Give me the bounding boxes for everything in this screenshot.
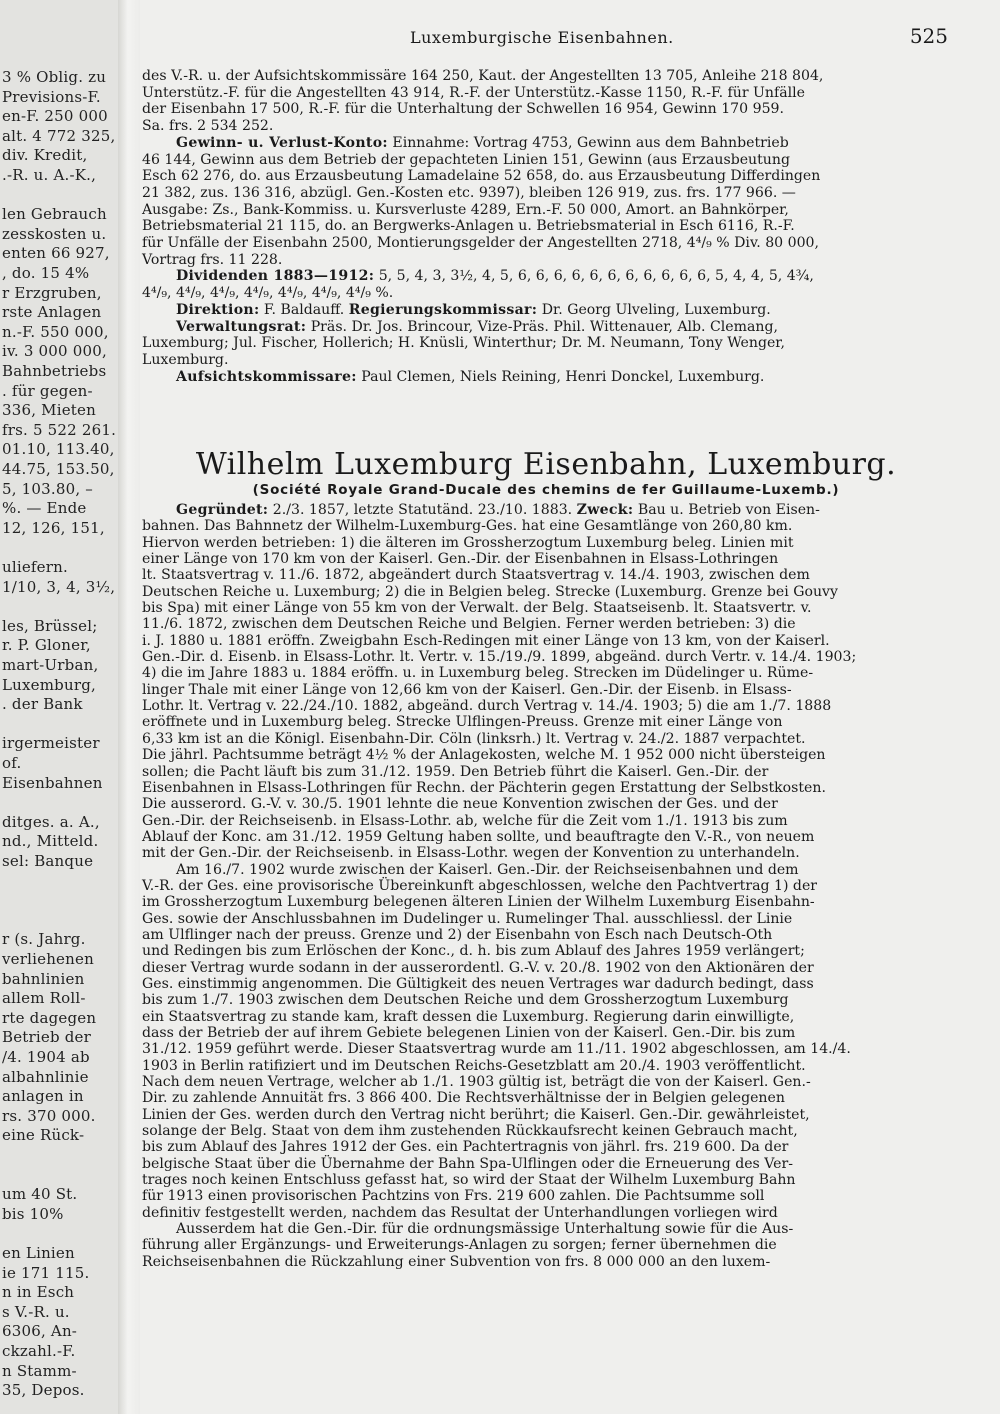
board-label: Verwaltungsrat: <box>176 318 307 335</box>
fragment-line: anlagen in <box>2 1087 84 1106</box>
fragment-line: 35, Depos. <box>2 1381 85 1400</box>
fragment-line: n in Esch <box>2 1283 75 1302</box>
fragment-line: Betrieb der <box>2 1028 91 1047</box>
board-paragraph <box>142 319 948 369</box>
purpose-label: Zweck: <box>576 502 634 518</box>
fragment-line: 5, 103.80, – <box>2 479 94 498</box>
fragment-line: r Erzgruben, <box>2 283 102 302</box>
profit-loss-paragraph <box>142 135 948 269</box>
fragment-line: irgermeister <box>2 734 100 753</box>
fragment-line: s V.-R. u. <box>2 1302 70 1321</box>
fragment-line: en Linien <box>2 1244 75 1262</box>
fragment-line: rste Anlagen <box>2 303 102 322</box>
fragment-line: . der Bank <box>2 695 83 714</box>
fragment-line: albahnlinie <box>2 1067 89 1086</box>
document-page <box>140 0 1000 1414</box>
dividends-label: Dividenden 1883—1912: <box>176 268 375 285</box>
fragment-line: Previsions-F. <box>2 87 101 106</box>
fragment-line: , do. 15 4% <box>2 264 90 282</box>
auditors-paragraph <box>142 369 948 386</box>
direction-text: F. Baldauff. <box>259 301 349 318</box>
direction-label: Direktion: <box>176 301 260 318</box>
running-title: Luxemburgische Eisenbahnen. <box>410 28 674 47</box>
fragment-line: 44.75, 153.50, <box>2 460 115 478</box>
balance-continuation: des V.-R. u. der Aufsichtskommissäre 164 250, Kaut. der Angestellten 13 705, Anleihe 218 804, Unterstütz.-F. für die Angestellten 43 914, R.-F. der Unterstütz.-Kasse 1150, R.-F. für Unfälle der Eisenbahn 17 500, R.-F. für die Unterhaltung der Schwellen 16 954, Gewinn 170 959. Sa. frs. 2 534 252. <box>142 68 824 135</box>
direction-paragraph <box>142 302 948 319</box>
adjacent-page-fragment <box>0 0 118 1414</box>
fragment-line: iv. 3 000 000, <box>2 342 107 361</box>
fragment-line: zesskosten u. <box>2 224 107 243</box>
board-text: Präs. Dr. Jos. Brincour, Vize-Präs. Phil. Wittenauer, Alb. Clemang, Luxemburg; Jul. Fischer, Hollerich; H. Knüsli, Winterthur; Dr. M. Neumann, Tony Wenger, Luxemburg. <box>142 318 785 368</box>
fragment-line: ditges. a. A., <box>2 812 100 831</box>
fragment-line: %. — Ende <box>2 499 87 518</box>
fragment-line: 336, Mieten <box>2 401 96 420</box>
fragment-line: of. <box>2 754 22 772</box>
fragment-line: r (s. Jahrg. <box>2 930 86 949</box>
commissioner-label: Regierungskommissar: <box>348 301 538 318</box>
founded-text: 2./3. 1857, letzte Statutänd. 23./10. 1883. <box>268 502 577 518</box>
book-gutter <box>118 0 140 1414</box>
fragment-line: rs. 370 000. <box>2 1106 96 1125</box>
fragment-line: 6306, An- <box>2 1322 78 1341</box>
fragment-line: . für gegen- <box>2 381 93 400</box>
purpose-text: Bau u. Betrieb von Eisen- bahnen. Das Bahnnetz der Wilhelm-Luxemburg-Ges. hat eine Gesamtlänge von 260,80 km. Hiervon werden betrieben: 1) die älteren im Grossherzogtum Luxemburg beleg. Linien mit einer Länge von 170 km von der Kaiserl. Gen.-Dir. der Eisenbahnen in Elsass-Lothringen lt. Staatsvertrag v. 11./6. 1872, abgeändert durch Staatsvertrag v. 14./4. 1903, zwischen dem Deutschen Reiche u. Luxemburg; 2) die in Belgien beleg. Strecke (Luxemburg. Grenze bei Gouvy bis Spa) mit einer Länge von 55 km von der Verwalt. der Belg. Staatseisenb. lt. Staatsvertr. v. 11./6. 1872, zwischen dem Deutschen Reiche und Belgien. Ferner werden betrieben: 3) die i. J. 1880 u. 1881 eröffn. Zweigbahn Esch-Redingen mit einer Länge von 13 km, von der Kaiserl. Gen.-Dir. d. Eisenb. in Elsass-Lothr. lt. Vertr. v. 15./19./9. 1899, abgeänd. durch Vertr. v. 14./4. 1903; 4) die im Jahre 1883 u. 1884 eröffn. u. in Luxemburg beleg. Strecken im Düdelinger u. Rüme- linger Thale mit einer Länge von 12,66 km von der Kaiserl. Gen.-Dir. der Eisenb. in Elsass- Lothr. lt. Vertrag v. 22./24./10. 1882, abgeänd. durch Vertrag v. 14./4. 1903; 5) die am 1./7. 1888 eröffnete und in Luxemburg beleg. Strecke Ulflingen-Preuss. Grenze mit einer Länge von 6,33 km ist an die Königl. Eisenbahn-Dir. Cöln (linksrh.) lt. Vertrag v. 24./2. 1887 verpachtet. Die jährl. Pachtsumme beträgt 4½ % der Anlagekosten, welche M. 1 952 000 nicht übersteigen sollen; die Pacht läuft bis zum 31./12. 1959. Den Betrieb führt die Kaiserl. Gen.-Dir. der Eisenbahnen in Elsass-Lothringen für Rechn. der Pächterin gegen Erstattung der Selbstkosten. Die ausserord. G.-V. v. 30./5. 1901 lehnte die neue Konvention zwischen der Ges. und der Gen.-Dir. der Reichseisenb. in Elsass-Lothr. ab, welche für die Zeit vom 1./1. 1913 bis zum Ablauf der Konc. am 31./12. 1959 Geltung haben sollte, und beauftragte den V.-R., von neuem mit der Gen.-Dir. der Reichseisenb. in Elsass-Lothr. wegen der Konvention zu unterhandeln. <box>142 502 857 862</box>
fragment-line: les, Brüssel; <box>2 616 98 635</box>
fragment-line: len Gebrauch <box>2 205 107 224</box>
fragment-line: frs. 5 522 261. <box>2 420 117 439</box>
fragment-line: /4. 1904 ab <box>2 1048 90 1066</box>
dividends-text: 5, 5, 4, 3, 3½, 4, 5, 6, 6, 6, 6, 6, 6, 6, 6, 6, 6, 6, 5, 4, 4, 5, 4¾, 4⁴/₉, 4⁴/₉, 4⁴/₉, 4⁴/₉, 4⁴/₉, 4⁴/₉, 4⁴/₉ %. <box>142 268 814 302</box>
fragment-line: n Stamm- <box>2 1361 77 1380</box>
section-subtitle: (Société Royale Grand-Ducale des chemins de fer Guillaume-Luxemb.) <box>252 482 840 498</box>
fragment-line: alt. 4 772 325, <box>2 126 116 145</box>
dividends-paragraph <box>142 268 948 301</box>
fragment-line: 1/10, 3, 4, 3½, <box>2 577 116 596</box>
fragment-line: ckzahl.-F. <box>2 1342 76 1360</box>
fragment-line: 01.10, 113.40, <box>2 440 115 459</box>
fragment-line: .-R. u. A.-K., <box>2 166 97 184</box>
commissioner-text: Dr. Georg Ulveling, Luxemburg. <box>537 301 771 318</box>
fragment-line: bahnlinien <box>2 969 85 988</box>
top-section <box>142 68 948 385</box>
fragment-line: r. P. Gloner, <box>2 636 91 655</box>
fragment-line: en-F. 250 000 <box>2 107 108 126</box>
fragment-line: verliehenen <box>2 950 94 968</box>
fragment-line: ie 171 115. <box>2 1263 90 1282</box>
fragment-line: mart-Urban, <box>2 656 99 674</box>
fragment-line: allem Roll- <box>2 989 86 1008</box>
profit-loss-label: Gewinn- u. Verlust-Konto: <box>176 134 388 151</box>
fragment-line: enten 66 927, <box>2 244 110 263</box>
fragment-line: bis 10% <box>2 1204 64 1223</box>
fragment-line: rte dagegen <box>2 1008 97 1027</box>
fragment-line: Luxemburg, <box>2 675 96 694</box>
company-body <box>142 502 948 1270</box>
auditors-label: Aufsichtskommissare: <box>176 368 357 385</box>
fragment-line: Bahnbetriebs <box>2 362 107 380</box>
page-header <box>140 24 1000 50</box>
fragment-line: 3 % Oblig. zu <box>2 68 107 86</box>
agreement-paragraph: Am 16./7. 1902 wurde zwischen der Kaiserl. Gen.-Dir. der Reichseisenbahnen und dem V.-R. der Ges. eine provisorische Übereinkunft abgeschlossen, welche den Pachtvertrag 1) der im Grossherzogtum Luxemburg belegenen älteren Linien der Wilhelm Luxemburg Eisenbahn- Ges. sowie der Anschlussbahnen im Dudelinger u. Rumelinger Thal. ausschliessl. der Linie am Ulflinger nach der preuss. Grenze und 2) der Eisenbahn von Esch nach Deutsch-Oth und Redingen bis zum Erlöschen der Konc., d. h. bis zum Ablauf des Jahres 1959 verlängert; dieser Vertrag wurde sodann in der ausserordentl. G.-V. v. 20./8. 1902 von den Aktionären der Ges. einstimmig angenommen. Die Gültigkeit des neuen Vertrages war dadurch bedingt, dass bis zum 1./7. 1903 zwischen dem Deutschen Reiche und dem Grossherzogtum Luxemburg ein Staatsvertrag zu stande kam, kraft dessen die Luxemburg. Regierung darin einwilligte, dass der Betrieb der auf ihrem Gebiete belegenen Linien von der Kaiserl. Gen.-Dir. bis zum 31./12. 1959 geführt werde. Dieser Staatsvertrag wurde am 11./11. 1902 abgeschlossen, am 14./4. 1903 in Berlin ratifiziert und im Deutschen Reichs-Gesetzblatt am 20./4. 1903 veröffentlicht. Nach dem neuen Vertrage, welcher ab 1./1. 1903 gültig ist, beträgt die von der Kaiserl. Gen.- Dir. zu zahlende Annuität frs. 3 866 400. Die Rechtsverhältnisse der in Belgien gelegenen Linien der Ges. werden durch den Vertrag nicht berührt; die Kaiserl. Gen.-Dir. gewährleistet, solange der Belg. Staat von dem ihm zustehenden Rückkaufsrecht keinen Gebrauch macht, bis zum Ablauf des Jahres 1912 der Ges. ein Pachtertragnis von jährl. frs. 219 600. Da der belgische Staat über die Übernahme der Bahn Spa-Ulflingen oder die Erneuerung des Ver- trages noch keinen Entschluss gefasst hat, so wird der Staat der Wilhelm Luxemburg Bahn für 1913 einen provisorischen Pachtzins von Frs. 219 600 zahlen. Die Pachtsumme soll definitiv festgestellt werden, nachdem das Resultat der Unterhandlungen vorliegen wird <box>142 861 851 1221</box>
fragment-line: n.-F. 550 000, <box>2 322 109 341</box>
founded-label: Gegründet: <box>176 502 269 518</box>
maintenance-paragraph: Ausserdem hat die Gen.-Dir. für die ordnungsmässige Unterhaltung sowie für die Aus- führung aller Ergänzungs- und Erweiterungs-Anlagen zu sorgen; ferner übernehmen die Reichseisenbahnen die Rückzahlung einer Subvention von frs. 8 000 000 an den luxem- <box>142 1221 794 1270</box>
fragment-line: div. Kredit, <box>2 146 88 165</box>
fragment-line: Eisenbahnen <box>2 773 103 792</box>
fragment-line: sel: Banque <box>2 852 94 870</box>
founding-paragraph <box>142 502 948 862</box>
fragment-line: uliefern. <box>2 558 68 576</box>
fragment-line: nd., Mitteld. <box>2 832 99 851</box>
fragment-line: 12, 126, 151, <box>2 518 105 537</box>
page-number: 525 <box>909 24 948 48</box>
profit-loss-text: Einnahme: Vortrag 4753, Gewinn aus dem Bahnbetrieb 46 144, Gewinn aus dem Betrieb der gepachteten Linien 151, Gewinn (aus Erzausbeutung Esch 62 276, do. aus Erzausbeutung Lamadelaine 52 658, do. aus Erzausbeutung Differdingen 21 382, zus. 136 316, abzügl. Gen.-Kosten etc. 9397), bleiben 126 919, zus. frs. 177 966. — Ausgabe: Zs., Bank-Kommiss. u. Kursverluste 4289, Ern.-F. 50 000, Amort. an Bahnkörper, Betriebsmaterial 21 115, do. an Bergwerks-Anlagen u. Betriebsmaterial in Esch 6116, R.-F. für Unfälle der Eisenbahn 2500, Montierungsgelder der Angestellten 2718, 4⁴/₉ % Div. 80 000, Vortrag frs. 11 228. <box>142 134 821 268</box>
fragment-line: um 40 St. <box>2 1185 78 1204</box>
section-title: Wilhelm Luxemburg Eisenbahn, Luxemburg. <box>195 447 897 482</box>
fragment-line: eine Rück- <box>2 1126 85 1145</box>
auditors-text: Paul Clemen, Niels Reining, Henri Donckel, Luxemburg. <box>356 368 765 385</box>
